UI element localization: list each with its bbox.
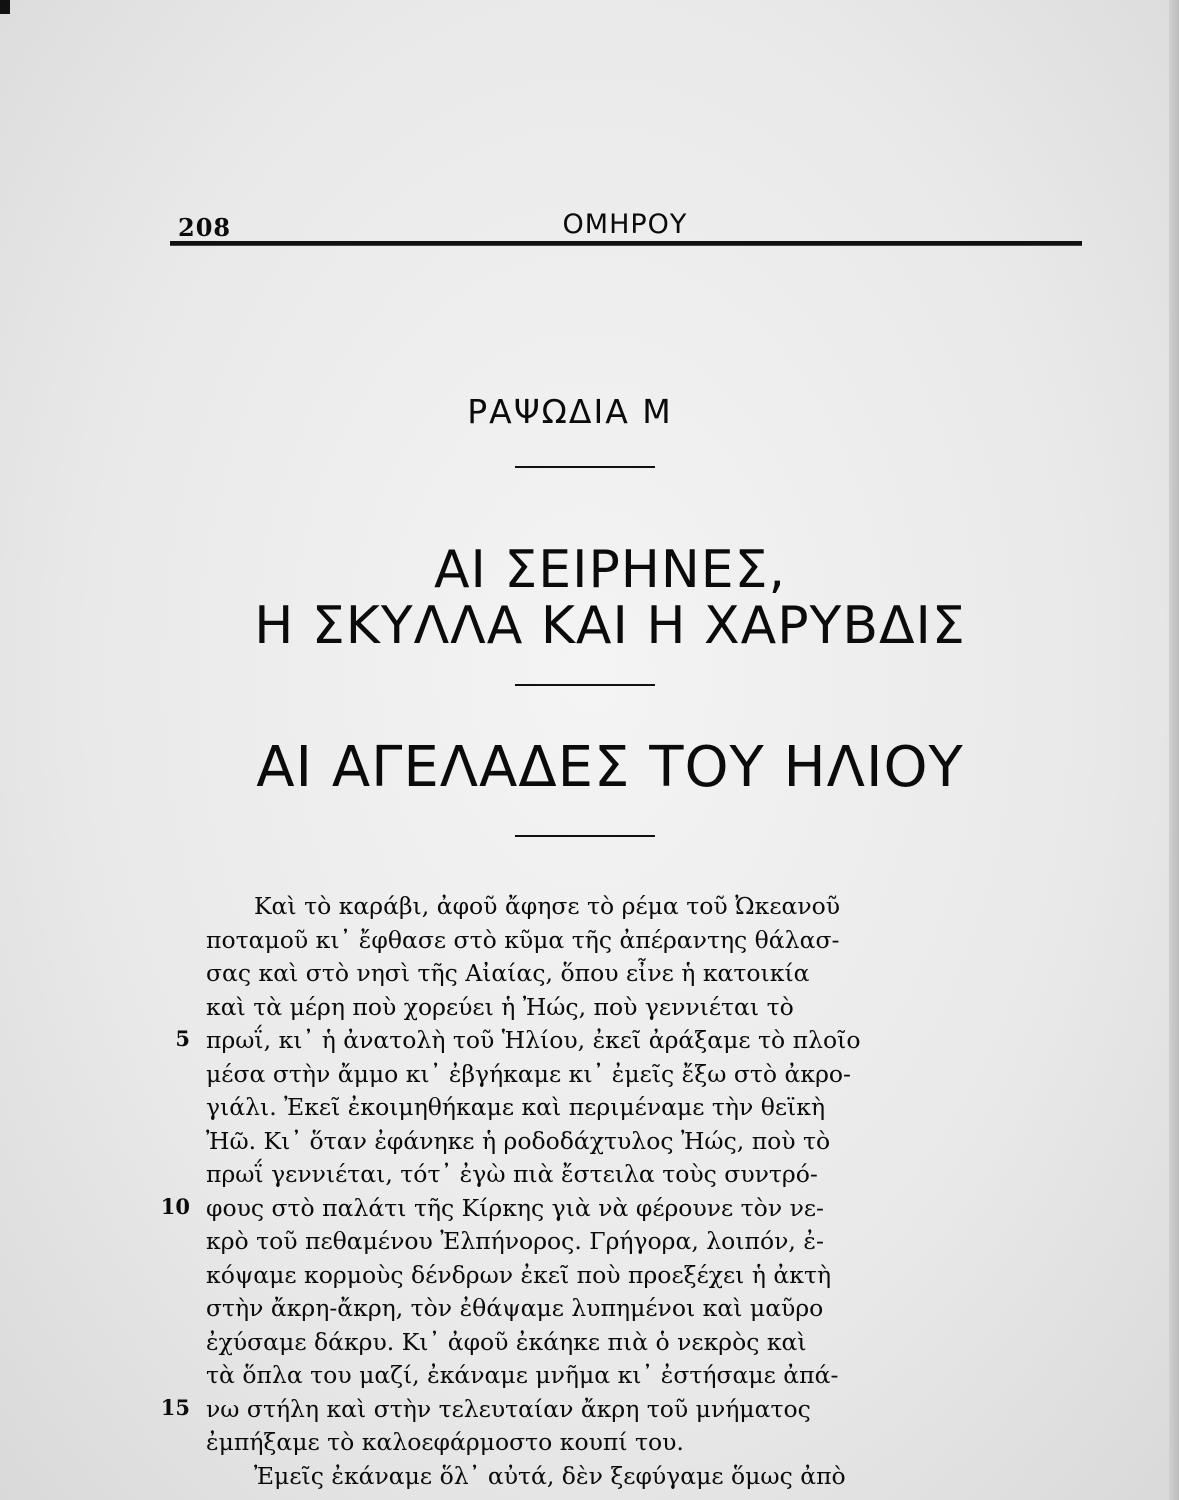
line-text: Ἐμεῖς ἐκάναμε ὅλ᾽ αὐτά, δὲν ξεφύγαμε ὅμως ἀπὸ [254, 1461, 846, 1490]
chapter-title-line-2: Η ΣΚΥΛΛΑ ΚΑΙ Η ΧΑΡΥΒΔΙΣ [254, 596, 966, 656]
ornament-rule [515, 835, 655, 837]
line-text: κρὸ τοῦ πεθαμένου Ἐλπήνορος. Γρήγορα, λοιπόν, ἐ- [206, 1227, 824, 1255]
body-text [150, 890, 1080, 1493]
line-text: πρωΐ γεννιέται, τότ᾽ ἐγὼ πιὰ ἔστειλα τοὺς συντρό- [206, 1160, 818, 1188]
line-text: ποταμοῦ κι᾽ ἔφθασε στὸ κῦμα τῆς ἀπέραντης θάλασ- [206, 925, 840, 954]
line-text: σας καὶ στὸ νησὶ τῆς Αἰαίας, ὅπου εἶνε ἡ κατοικία [206, 959, 810, 987]
page-header [170, 203, 1082, 243]
line-text: ἐμπήξαμε τὸ καλοεφάρμοστο κουπί του. [206, 1428, 684, 1456]
line-text: κόψαμε κορμοὺς δένδρων ἐκεῖ ποὺ προεξέχει ἡ ἀκτὴ [206, 1260, 832, 1289]
text-line [150, 1091, 1080, 1125]
running-title: ΟΜΗΡΟΥ [562, 209, 688, 240]
line-text: γιάλι. Ἐκεῖ ἐκοιμηθήκαμε καὶ περιμέναμε τὴν θεϊκὴ [206, 1093, 826, 1121]
text-line [150, 1326, 1080, 1360]
line-text: φους στὸ παλάτι τῆς Κίρκης γιὰ νὰ φέρουνε τὸν νε- [206, 1193, 824, 1222]
text-line [150, 1292, 1080, 1326]
page-number: 208 [178, 213, 232, 242]
rhapsody-heading: ΡΑΨΩΔΙΑ Μ [467, 392, 673, 431]
line-number: 10 [160, 1193, 190, 1219]
text-line [150, 1192, 1080, 1226]
text-line [150, 1158, 1080, 1192]
text-line [150, 1460, 1080, 1494]
line-number: 5 [175, 1026, 190, 1051]
line-number: 15 [160, 1394, 190, 1420]
text-line [150, 1024, 1080, 1058]
line-text: νω στήλη καὶ στὴν τελευταίαν ἄκρη τοῦ μνήματος [206, 1394, 811, 1423]
page-edge [1169, 0, 1179, 1500]
text-line [150, 1259, 1080, 1293]
line-text: Καὶ τὸ καράβι, ἀφοῦ ἄφησε τὸ ρέμα τοῦ Ὠκεανοῦ [254, 892, 841, 920]
line-text: μέσα στὴν ἄμμο κι᾽ ἐβγήκαμε κι᾽ ἐμεῖς ἔξω στὸ ἀκρο- [206, 1059, 851, 1088]
text-line [150, 1225, 1080, 1259]
text-line [150, 957, 1080, 991]
chapter-title-line-1: ΑΙ ΣΕΙΡΗΝΕΣ, [433, 540, 787, 600]
text-line [150, 991, 1080, 1025]
text-line [150, 1359, 1080, 1393]
chapter-title-line-3: ΑΙ ΑΓΕΛΑΔΕΣ ΤΟΥ ΗΛΙΟΥ [256, 735, 964, 800]
text-line [150, 1125, 1080, 1159]
line-text: ἐχύσαμε δάκρυ. Κι᾽ ἀφοῦ ἐκάηκε πιὰ ὁ νεκρὸς καὶ [206, 1327, 807, 1356]
line-text: πρωΐ, κι᾽ ἡ ἀνατολὴ τοῦ Ἡλίου, ἐκεῖ ἀράξαμε τὸ πλοῖο [206, 1026, 861, 1054]
text-line [150, 1426, 1080, 1460]
line-text: στὴν ἄκρη-ἄκρη, τὸν ἐθάψαμε λυπημένοι καὶ μαῦρο [206, 1294, 824, 1322]
line-text: Ἠῶ. Κι᾽ ὅταν ἐφάνηκε ἡ ροδοδάχτυλος Ἠώς, ποὺ τὸ [206, 1126, 831, 1155]
text-line [150, 1058, 1080, 1092]
line-text: τὰ ὅπλα του μαζί, ἐκάναμε μνῆμα κι᾽ ἐστήσαμε ἀπά- [206, 1361, 839, 1389]
ornament-rule [515, 466, 655, 468]
text-line [150, 890, 1080, 924]
header-rule [170, 241, 1082, 246]
text-line [150, 1393, 1080, 1427]
scan-corner-mark [0, 0, 10, 14]
text-line [150, 924, 1080, 958]
line-text: καὶ τὰ μέρη ποὺ χορεύει ἡ Ἠώς, ποὺ γεννιέται τὸ [206, 992, 794, 1021]
ornament-rule [515, 684, 655, 686]
